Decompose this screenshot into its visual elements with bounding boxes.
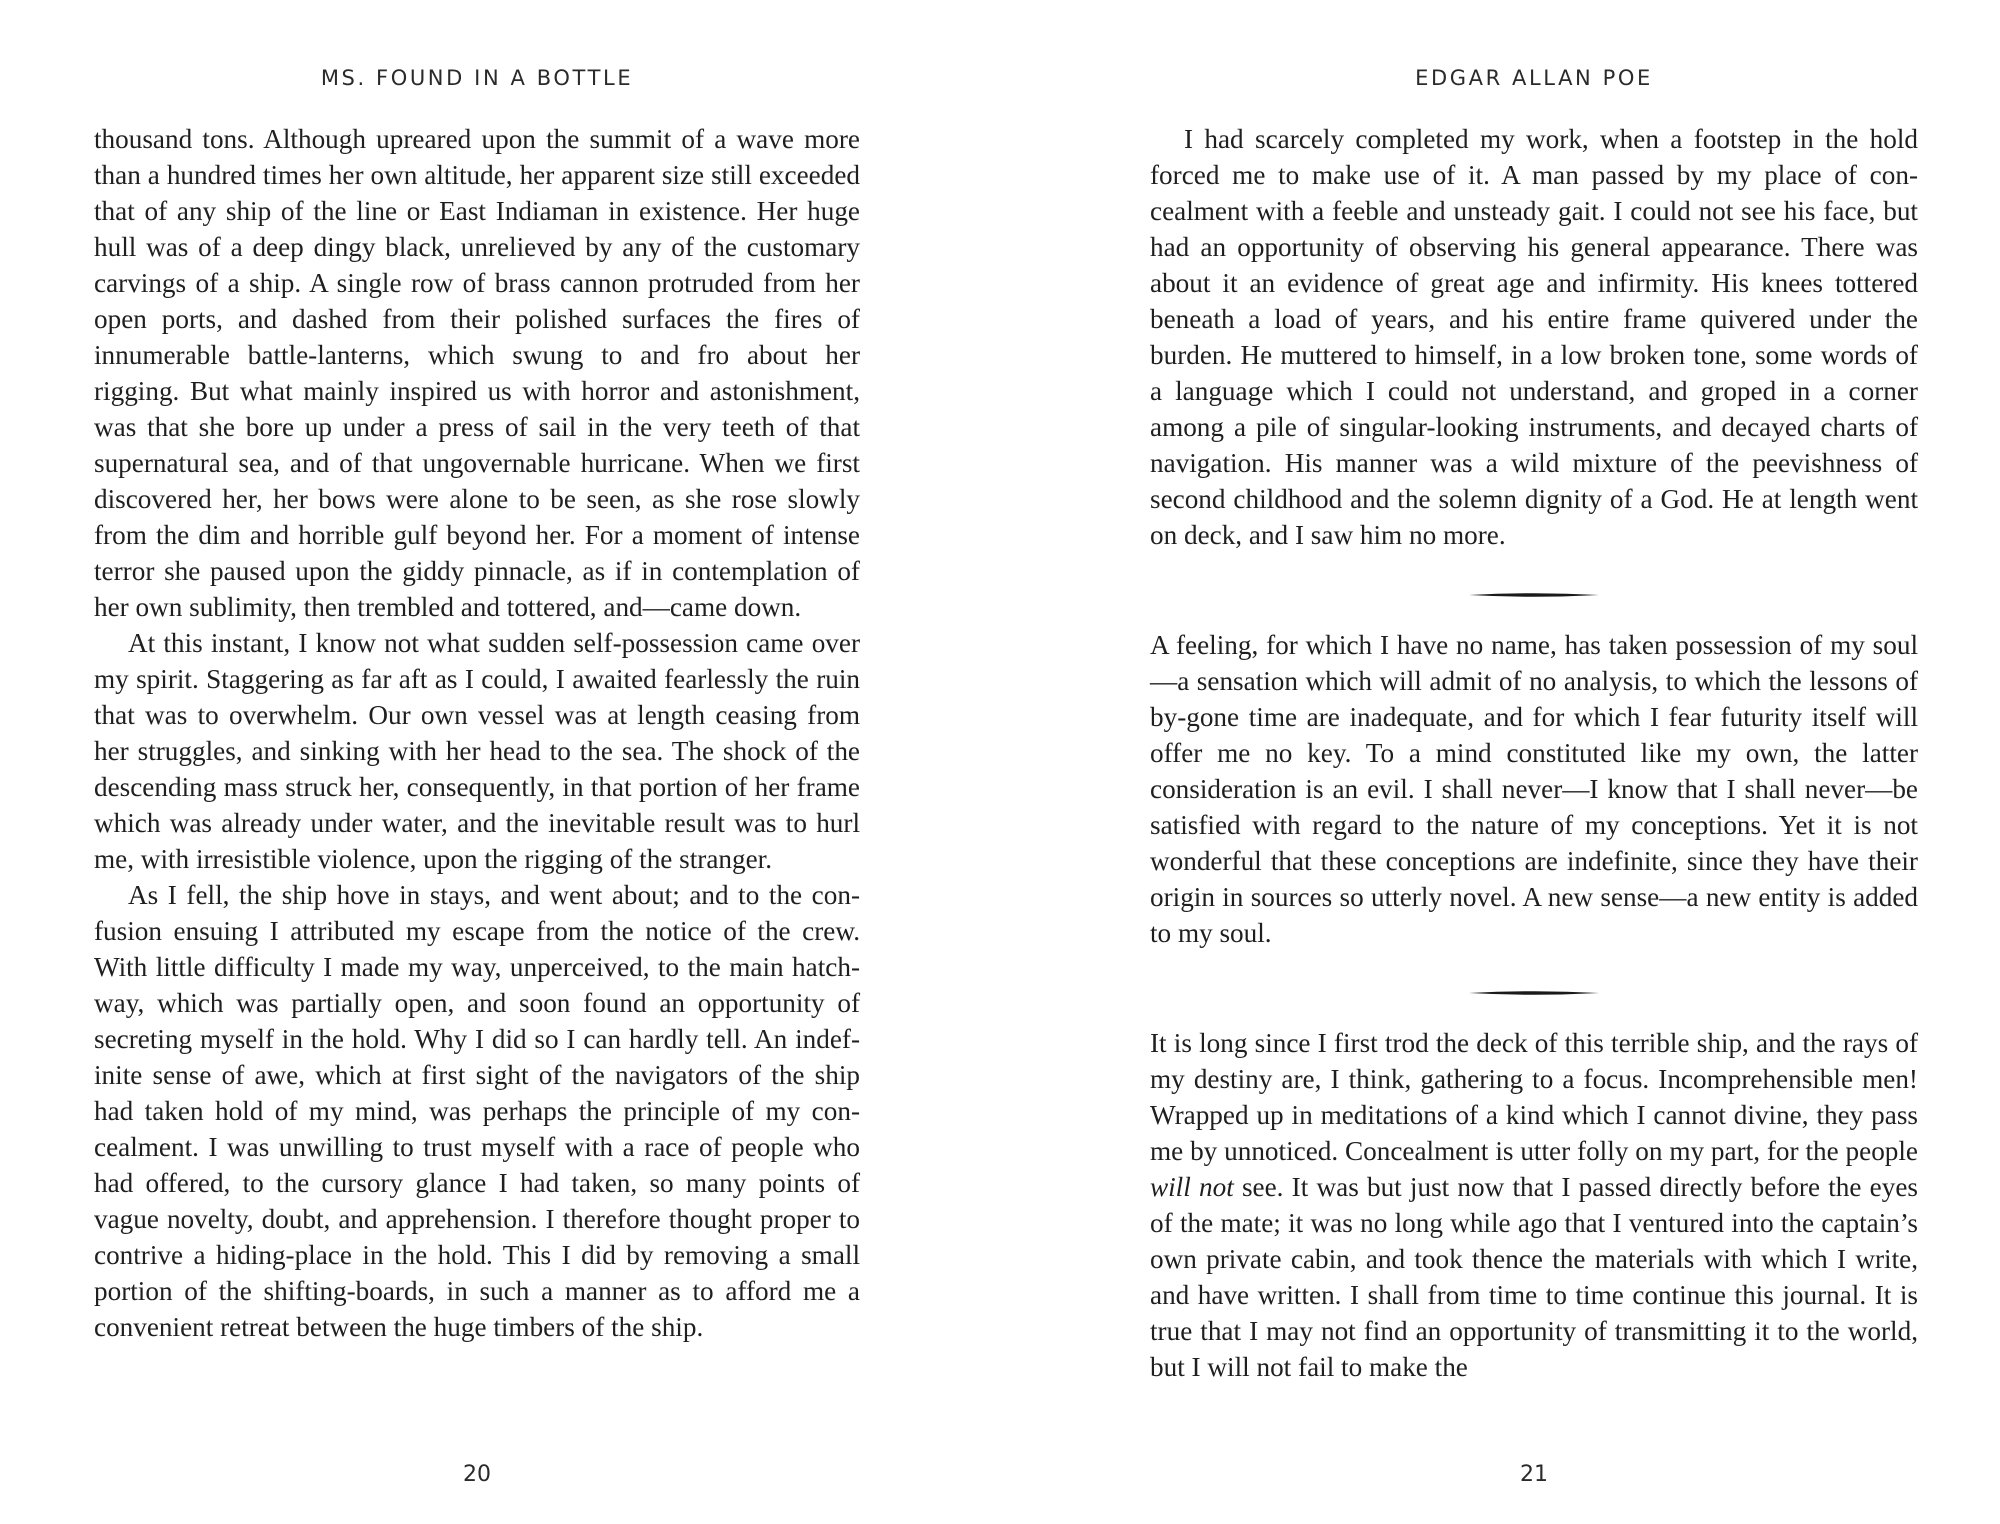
paragraph: At this instant, I know not what sudden self-possession came over my spirit. Staggering as far aft as I could, I awaited fearlessly the ruin that was to overwhelm. Our own vessel was at length ceasing from her struggles, and sinking with her head to the sea. The shock of the descending mass struck her, consequently, in that portion of her frame which was already under water, and the inevitable result was to hurl me, with irresistible violence, upon the rigging of the stranger. [94,628,860,874]
paragraph [1150,1025,1918,1385]
paragraph: A feeling, for which I have no name, has taken possession of my soul—a sensation which will admit of no analysis, to which the lessons of by-gone time are inadequate, and for which I fear futurity itself will offer me no key. To a mind constituted like my own, the latter consideration is an evil. I shall never—I know that I shall never—be satisfied with regard to the nature of my conceptions. Yet it is not wonderful that these conceptions are indefinite, since they have their origin in sources so utterly novel. A new sense—a new entity is added to my soul. [1150,630,1918,948]
left-page-body [94,121,860,1345]
page-number-left: 20 [463,1462,491,1487]
paragraph: I had scarcely completed my work, when a footstep in the hold forced me to make use of it. A man passed by my place of concealment with a feeble and unsteady gait. I could not see his face, but had an opportunity of observing his general appearance. There was about it an evidence of great age and infirmity. His knees tottered beneath a load of years, and his entire frame quivered under the burden. He muttered to himself, in a low broken tone, some words of a language which I could not understand, and groped in a corner among a pile of singular-looking instruments, and decayed charts of navigation. His manner was a wild mixture of the peevishness of second childhood and the solemn dignity of a God. He at length went on deck, and I saw him no more. [1150,124,1918,550]
page-number-right: 21 [1520,1462,1548,1487]
text-run: It is long since I first trod the deck of this terrible ship, and the rays of my destiny are, I think, gathering to a focus. Incomprehensible men! Wrapped up in meditations of a kind which I cannot divine, they pass me by unnoticed. Concealment is utter folly on my part, for the people [1150,1028,1918,1166]
paragraph: thousand tons. Although upreared upon the summit of a wave more than a hundred times her own altitude, her apparent size still exceeded that of any ship of the line or East Indiaman in existence. Her huge hull was of a deep dingy black, unrelieved by any of the customary carvings of a ship. A single row of brass cannon protruded from her open ports, and dashed from their polished surfaces the fires of innumerable battle-lanterns, which swung to and fro about her rigging. But what mainly inspired us with horror and astonishment, was that she bore up under a press of sail in the very teeth of that supernatural sea, and of that ungovernable hurricane. When we first discovered her, her bows were alone to be seen, as she rose slowly from the dim and horrible gulf beyond her. For a moment of intense terror she paused upon the giddy pinnacle, as if in contemplation of her own sublimity, then trembled and tottered, and—came down. [94,124,860,622]
section-break-ornament-icon [1469,989,1599,997]
left-page [94,0,860,1524]
right-page [1150,0,1918,1524]
text-run: see. It was but just now that I passed directly before the eyes of the mate; it was no long while ago that I ventured into the captain’s own private cabin, and took thence the materials with which I write, and have written. I shall from time to time continue this journal. It is true that I may not find an opportunity of transmitting it to the world, but I will not fail to make the [1150,1172,1918,1382]
emphasis-text: will not [1150,1172,1234,1202]
running-head-right: EDGAR ALLAN POE [1415,66,1653,90]
running-head-left: MS. FOUND IN A BOTTLE [320,66,634,90]
section-break-ornament-icon [1469,591,1599,599]
paragraph: As I fell, the ship hove in stays, and went about; and to the confusion ensuing I attributed my escape from the notice of the crew. With little difficulty I made my way, unperceived, to the main hatchway, which was partially open, and soon found an opportunity of secreting myself in the hold. Why I did so I can hardly tell. An indefinite sense of awe, which at first sight of the navigators of the ship had taken hold of my mind, was perhaps the principle of my concealment. I was unwilling to trust myself with a race of people who had offered, to the cursory glance I had taken, so many points of vague novelty, doubt, and apprehension. I therefore thought proper to contrive a hiding-place in the hold. This I did by removing a small portion of the shifting-boards, in such a manner as to afford me a convenient retreat between the huge timbers of the ship. [94,880,860,1342]
right-page-body [1150,121,1918,1385]
